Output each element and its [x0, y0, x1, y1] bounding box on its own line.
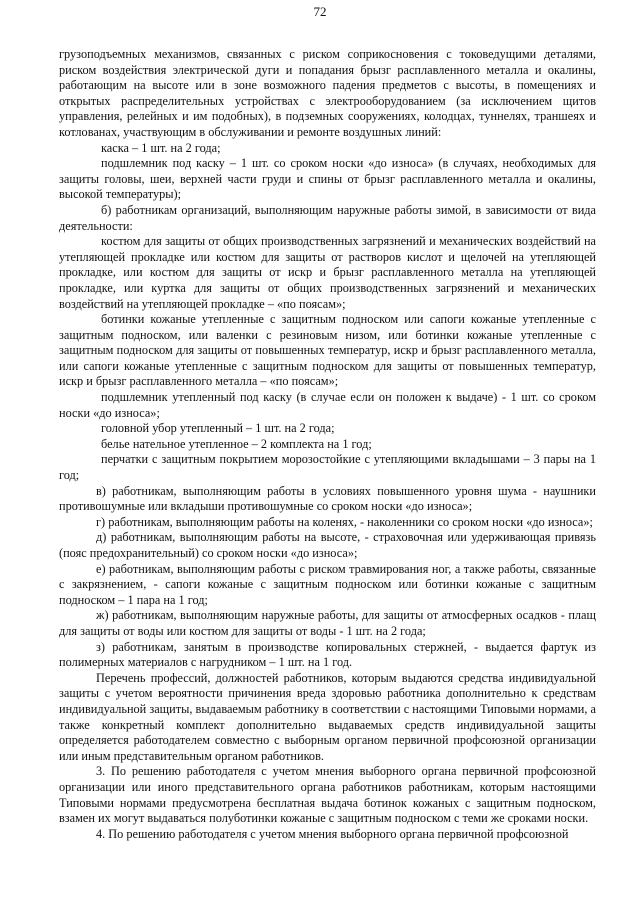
paragraph: ботинки кожаные утепленные с защитным подноском или сапоги кожаные утепленные с защитным подноском, или валенки с резиновым низом, или ботинки кожаные утепленные с защитным подноском для защиты от повышенных температур, искр и брызг расплавленного металла, или сапоги кожаные утепленные с защитным подноском для защиты от повышенных температур, искр и брызг расплавленного металла – «по поясам»;: [59, 312, 596, 389]
page-number: 72: [313, 4, 327, 19]
document-body: [59, 47, 596, 842]
paragraph: 3. По решению работодателя с учетом мнения выборного органа первичной профсоюзной организации или иного представительного органа работников работникам, которым настоящими Типовыми нормами предусмотрена бесплатная выдача ботинок кожаных с защитным подноском, взамен их могут выдаваться полуботинки кожаные с защитным подноском с теми же сроками носки.: [59, 764, 596, 826]
paragraph: г) работникам, выполняющим работы на коленях, - наколенники со сроком носки «до износа»;: [96, 514, 593, 529]
paragraph: е) работникам, выполняющим работы с риском травмирования ног, а также работы, связанные с закрязнением, - сапоги кожаные с защитным подноском или ботинки кожаные с защитным подноском – 1 пара на 1 год;: [59, 561, 596, 607]
paragraph: грузоподъемных механизмов, связанных с риском соприкосновения с токоведущими деталями, риском воздействия электрической дуги и попадания брызг расплавленного металла и окалины, работающим на высоте или в зоне возможного падения предметов с высоты, в помещениях и открытых распределительных устройствах с электрооборудованием (за исключением щитов управления, релейных и им подобных), в подземных сооружениях, колодцах, туннелях, траншеях и котлованах, участвующим в обслуживании и ремонте воздушных линий:: [59, 47, 596, 139]
paragraph: Перечень профессий, должностей работников, которым выдаются средства индивидуальной защиты с учетом вероятности причинения вреда здоровью работника дополнительно к средствам индивидуальной защиты, выдаваемым работнику в соответствии с настоящими Типовыми нормами, а также конкретный комплект дополнительно выдаваемых средств индивидуальной защиты определяется работодателем совместно с выборным органом первичной профсоюзной организации или иным представительным органом работников.: [59, 670, 596, 763]
paragraph: в) работникам, выполняющим работы в условиях повышенного уровня шума - наушники противошумные или вкладыши противошумные со сроком носки «до износа»;: [59, 483, 596, 514]
paragraph: головной убор утепленный – 1 шт. на 2 года;: [101, 421, 335, 436]
paragraph: белье нательное утепленное – 2 комплекта на 1 год;: [101, 436, 372, 451]
paragraph: костюм для защиты от общих производственных загрязнений и механических воздействий на утепляющей прокладке или костюм для защиты от растворов кислот и щелочей на утепляющей прокладке, или костюм для защиты от искр и брызг расплавленного металла на утепляющей прокладке, или куртка для защиты от общих производственных загрязнений и механических воздействий на утепляющей прокладке – «по поясам»;: [59, 234, 596, 311]
paragraph: ж) работникам, выполняющим наружные работы, для защиты от атмосферных осадков - плащ для защиты от воды или костюм для защиты от воды - 1 шт. на 2 года;: [59, 608, 596, 638]
paragraph: каска – 1 шт. на 2 года;: [101, 140, 221, 155]
paragraph: з) работникам, занятым в производстве копировальных стержней, - выдается фартук из полимерных материалов с нагрудником – 1 шт. на 1 год.: [59, 639, 596, 670]
paragraph: перчатки с защитным покрытием морозостойкие с утепляющими вкладышами – 3 пары на 1 год;: [59, 452, 596, 483]
paragraph: подшлемник утепленный под каску (в случае если он положен к выдаче) - 1 шт. со сроком носки «до износа»;: [59, 390, 596, 420]
paragraph: подшлемник под каску – 1 шт. со сроком носки «до износа» (в случаях, необходимых для защиты головы, шеи, верхней части груди и спины от брызг расплавленного металла и окалины, высокой температуры);: [59, 156, 596, 202]
paragraph: д) работникам, выполняющим работы на высоте, - страховочная или удерживающая привязь (пояс предохранительный) со сроком носки «до износа»;: [59, 530, 596, 560]
paragraph: б) работникам организаций, выполняющим наружные работы зимой, в зависимости от вида деятельности:: [59, 202, 596, 233]
paragraph: 4. По решению работодателя с учетом мнения выборного органа первичной профсоюзной: [96, 826, 569, 841]
